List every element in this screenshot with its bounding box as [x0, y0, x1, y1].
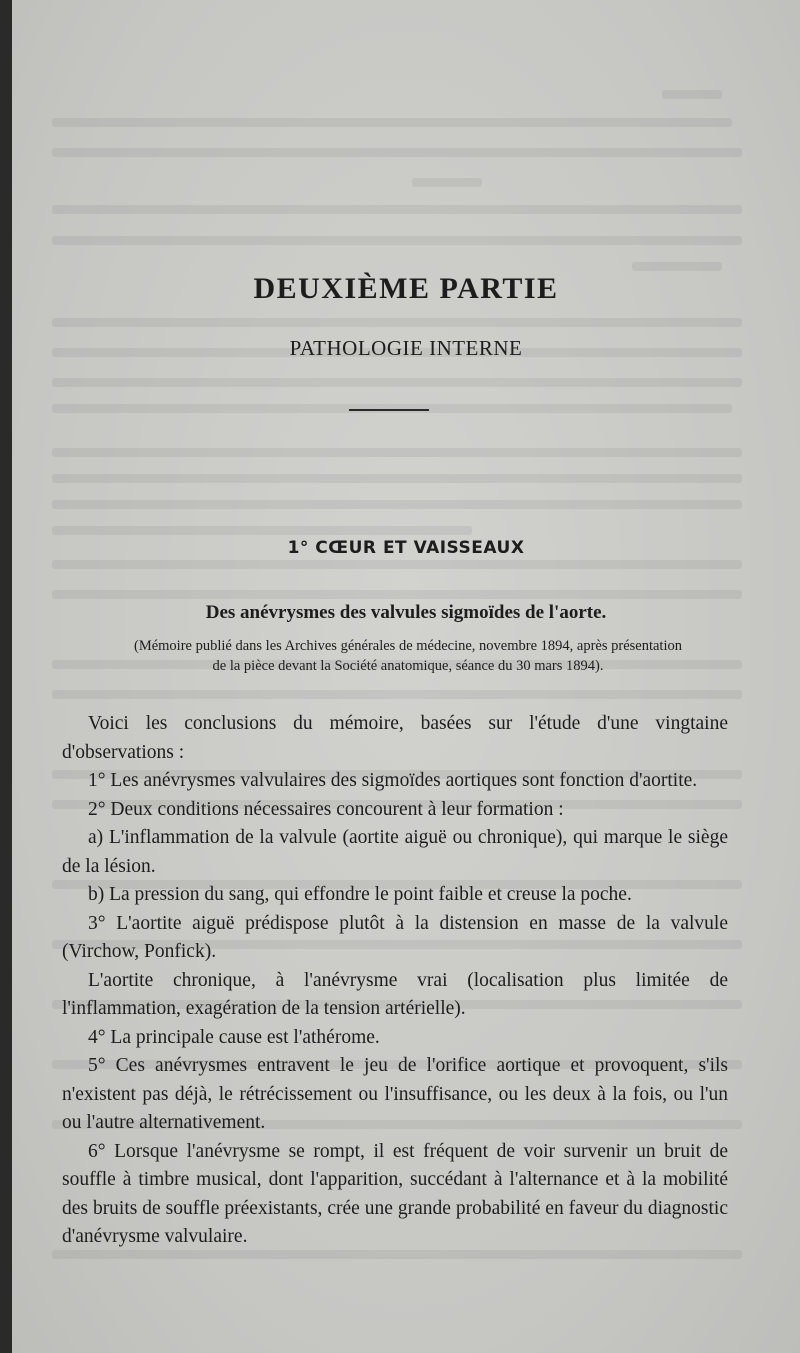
title-divider	[349, 409, 429, 411]
paragraph-conclusion-1: 1° Les anévrysmes valvulaires des sigmoïdes aortiques sont fonction d'aortite.	[88, 770, 698, 791]
article-note-line-2: de la pièce devant la Société anatomique, séance du 30 mars 1894).	[212, 658, 604, 674]
document-page	[12, 0, 800, 1353]
section-title: 1° CŒUR ET VAISSEAUX	[287, 538, 525, 558]
part-subtitle: PATHOLOGIE INTERNE	[289, 336, 523, 360]
paragraph-conclusion-2b: b) La pression du sang, qui effondre le point faible et creuse la poche.	[88, 884, 632, 905]
part-title: DEUXIÈME PARTIE	[253, 272, 559, 305]
paragraph-conclusion-4: 4° La principale cause est l'athérome.	[88, 1026, 380, 1048]
paragraph-conclusion-6: 6° Lorsque l'anévrysme se rompt, il est fréquent de voir survenir un bruit de souffle à timbre musical, dont l'apparition, succédant à l'alternance et à la mobilité des bruits de souffle préexistants, crée une grande probabilité en faveur du diagnostic d'anévrysme valvulaire.	[62, 1140, 728, 1247]
article-title: Des anévrysmes des valvules sigmoïdes de l'aorte.	[205, 602, 607, 623]
body-text	[62, 710, 728, 1252]
paragraph-conclusion-3: 3° L'aortite aiguë prédispose plutôt à la distension en masse de la valvule (Virchow, Ponfick).	[62, 912, 728, 962]
paragraph-conclusion-2a: a) L'inflammation de la valvule (aortite aiguë ou chronique), qui marque le siège de la lésion.	[62, 827, 728, 877]
paragraph-intro: Voici les conclusions du mémoire, basées sur l'étude d'une vingtaine d'observations :	[62, 713, 728, 763]
article-note-line-1: (Mémoire publié dans les Archives générales de médecine, novembre 1894, après présentation	[134, 638, 682, 654]
article-note	[64, 636, 752, 676]
paragraph-conclusion-5: 5° Ces anévrysmes entravent le jeu de l'orifice aortique et provoquent, s'ils n'existent pas déjà, le rétrécissement ou l'insuffisance, ou les deux à la fois, ou l'un ou l'autre alternativement.	[62, 1055, 728, 1133]
paragraph-conclusion-3-cont: L'aortite chronique, à l'anévrysme vrai (localisation plus limitée de l'inflammation, exagération de la tension artérielle).	[62, 969, 728, 1019]
paragraph-conclusion-2: 2° Deux conditions nécessaires concourent à leur formation :	[88, 798, 564, 820]
